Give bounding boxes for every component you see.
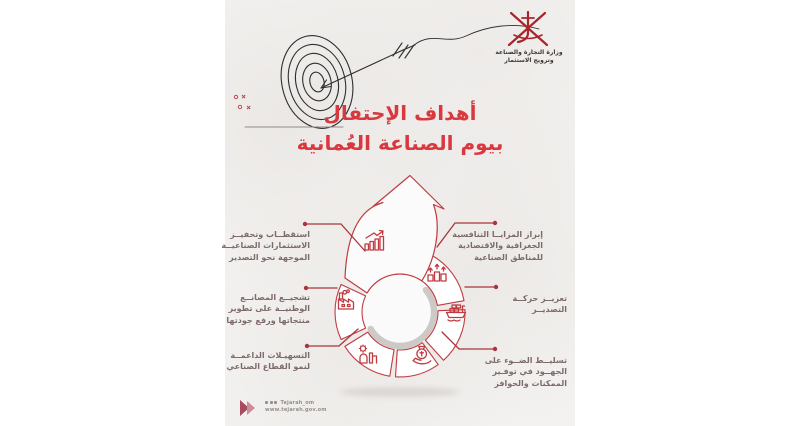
- connector-left-2: [304, 286, 337, 290]
- goal-item-left-3: [227, 350, 310, 373]
- social-handle: Tejarah_om: [280, 400, 315, 406]
- goal-text-line: الممكنات والحوافز: [494, 378, 567, 388]
- goal-text-line: الجغرافية والاقتصادية: [458, 241, 543, 251]
- footer: [265, 400, 327, 413]
- goal-text-line: للمناطق الصناعية: [474, 252, 543, 262]
- ministry-name-line2: وترويج الاستثمار: [504, 56, 554, 64]
- social-icons: [265, 400, 279, 407]
- poster-title-line2: بيوم الصناعة العُمانية: [296, 131, 504, 155]
- goal-item-right-1: [452, 229, 543, 263]
- poster-title: [225, 99, 575, 159]
- website-url: www.tejarah.gov.om: [265, 406, 327, 413]
- goal-text-line: منتجاتها ورفع جودتها: [226, 315, 310, 325]
- goal-text-line: الموجهة نحو التصدير: [229, 252, 310, 262]
- goal-text-line: التصديــر: [532, 305, 567, 315]
- goal-text-line: استقطــاب وتحفيــز: [230, 230, 310, 239]
- cycle-arrow-diagram: [335, 176, 466, 398]
- infographic-poster: [221, 0, 575, 426]
- footer-chevrons-icon: [240, 400, 255, 416]
- poster-title-line1: أهداف الإحتفال: [323, 101, 477, 125]
- goal-item-right-2: [513, 293, 567, 316]
- goal-text-line: تعزيــز حركــة: [512, 294, 567, 303]
- ministry-name-line1: وزارة التجارة والصناعة: [495, 49, 563, 56]
- goal-text-line: تسليــط الضــوء على: [484, 356, 567, 365]
- diagram-shadow: [340, 387, 460, 397]
- goal-item-right-3: [485, 355, 567, 389]
- goal-item-left-1: [221, 229, 310, 263]
- goal-text-line: لنمو القطاع الصناعي: [226, 362, 310, 372]
- oman-emblem-icon: [509, 12, 547, 45]
- social-icon: [274, 401, 277, 404]
- goal-text-line: التسهيـلات الداعمــة: [230, 351, 310, 360]
- social-icon: [270, 401, 273, 404]
- goal-text-line: تشجيــع المصانــع: [240, 293, 310, 302]
- goal-text-line: الجهــود في توفـير: [492, 367, 567, 377]
- goal-item-left-2: [226, 292, 310, 326]
- ministry-name: [493, 49, 565, 64]
- connector-right-2: [465, 285, 498, 289]
- goal-text-line: إبراز المزايــا التنافسية: [452, 230, 543, 239]
- social-icon: [265, 401, 268, 404]
- goal-text-line: الاستثمارات الصناعيــة: [221, 241, 310, 251]
- goal-text-line: الوطنيــة على تطوير: [228, 304, 310, 314]
